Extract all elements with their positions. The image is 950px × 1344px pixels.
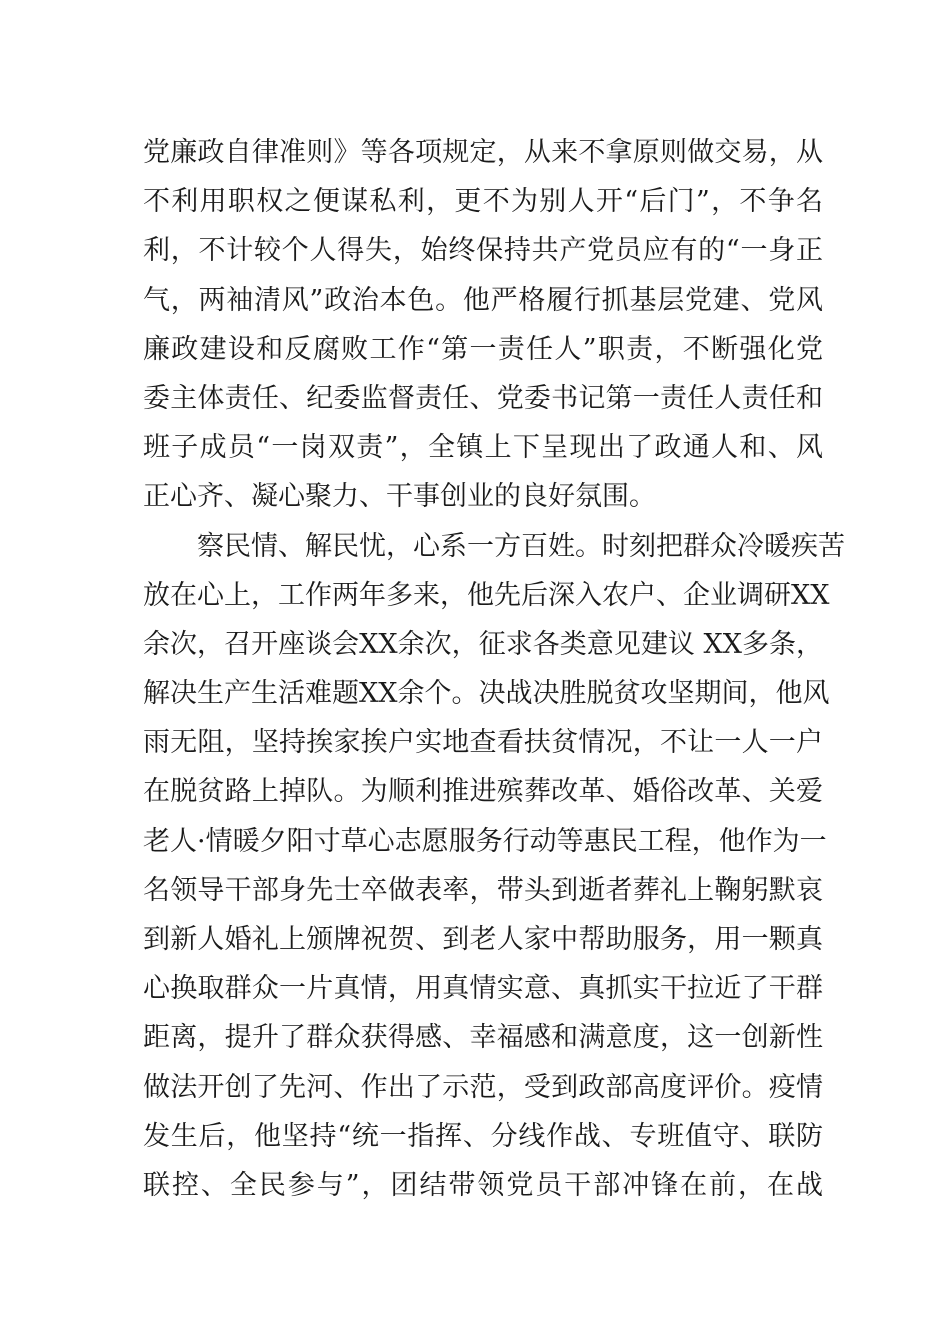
text-line: 委主体责任、纪委监督责任、党委书记第一责任人责任和 — [143, 382, 823, 414]
text-line: 党廉政自律准则》等各项规定，从来不拿原则做交易，从 — [143, 137, 823, 168]
text-line: 正心齐、凝心聚力、干事创业的良好氛围。 — [143, 481, 656, 513]
text-line: 班子成员“一岗双责”，全镇上下呈现出了政通人和、风 — [143, 432, 823, 464]
text-line: 余次，召开座谈会XX余次，征求各类意见建议 XX多条， — [143, 628, 823, 660]
text-line: 放在心上，工作两年多来，他先后深入农户、企业调研XX — [143, 579, 830, 611]
text-line: 雨无阻，坚持挨家挨户实地查看扶贫情况，不让一人一户 — [143, 727, 823, 759]
text-line: 距离，提升了群众获得感、幸福感和满意度，这一创新性 — [143, 1022, 823, 1054]
body-text — [143, 128, 845, 1210]
text-line: 心换取群众一片真情，用真情实意、真抓实干拉近了干群 — [143, 973, 823, 1005]
text-line: 不利用职权之便谋私利，更不为别人开“后门”，不争名 — [143, 186, 823, 218]
text-line: 察民情、解民忧，心系一方百姓。时刻把群众冷暖疾苦 — [197, 530, 845, 562]
text-line: 廉政建设和反腐败工作“第一责任人”职责，不断强化党 — [143, 333, 823, 365]
text-line: 在脱贫路上掉队。为顺利推进殡葬改革、婚俗改革、关爱 — [143, 776, 823, 808]
text-line: 老人·情暖夕阳寸草心志愿服务行动等惠民工程，他作为一 — [143, 825, 827, 857]
text-line: 利，不计较个人得失，始终保持共产党员应有的“一身正 — [143, 235, 823, 267]
text-line: 做法开创了先河、作出了示范，受到政部高度评价。疫情 — [143, 1071, 823, 1103]
text-line: 发生后，他坚持“统一指挥、分线作战、专班值守、联防 — [143, 1120, 823, 1152]
text-line: 气，两袖清风”政治本色。他严格履行抓基层党建、党风 — [143, 284, 823, 316]
text-line: 到新人婚礼上颁牌祝贺、到老人家中帮助服务，用一颗真 — [143, 924, 823, 955]
text-line: 联控、全民参与”，团结带领党员干部冲锋在前，在战 — [143, 1169, 823, 1201]
text-line: 解决生产生活难题XX余个。决战决胜脱贫攻坚期间，他风 — [143, 678, 830, 710]
text-line: 名领导干部身先士卒做表率，带头到逝者葬礼上鞠躬默哀 — [143, 874, 823, 906]
